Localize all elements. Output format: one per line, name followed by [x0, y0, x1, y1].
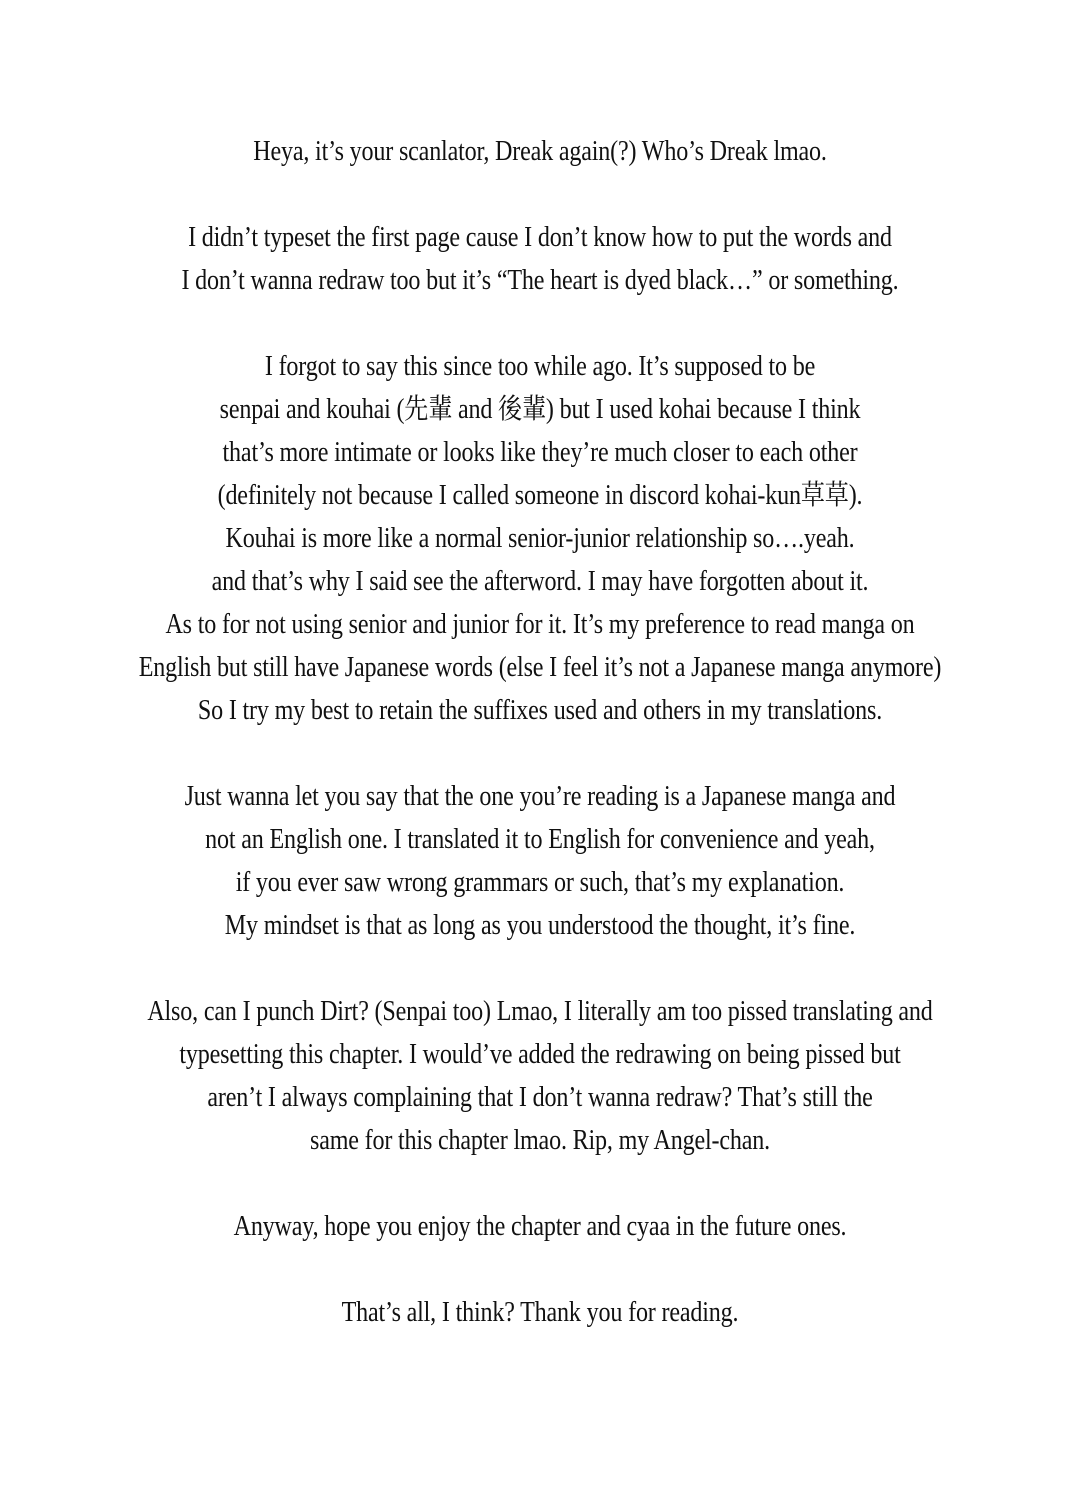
text-line: typesetting this chapter. I would’ve added the redrawing on being pissed but — [179, 1039, 901, 1070]
text-line: Kouhai is more like a normal senior-junior relationship so….yeah. — [225, 523, 855, 554]
paragraph-translation-note — [0, 775, 1080, 947]
text-line: (definitely not because I called someone in discord kohai-kun草草). — [217, 480, 863, 511]
text-line: English but still have Japanese words (else I feel it’s not a Japanese manga anymore) — [138, 652, 942, 683]
text-line: That’s all, I think? Thank you for reading. — [341, 1297, 739, 1328]
afterword-text — [0, 130, 1080, 1377]
paragraph-chapter-complaint — [0, 990, 1080, 1162]
text-line: not an English one. I translated it to English for convenience and yeah, — [205, 824, 875, 855]
text-line: As to for not using senior and junior for it. It’s my preference to read manga on — [165, 609, 915, 640]
paragraph-greeting — [0, 130, 1080, 173]
text-line: Heya, it’s your scanlator, Dreak again(?) Who’s Dreak lmao. — [253, 136, 827, 167]
text-line: I forgot to say this since too while ago. It’s supposed to be — [264, 351, 816, 382]
paragraph-enjoy — [0, 1205, 1080, 1248]
text-line: Anyway, hope you enjoy the chapter and cyaa in the future ones. — [233, 1211, 847, 1242]
text-line: same for this chapter lmao. Rip, my Angel-chan. — [309, 1125, 771, 1156]
text-line: Just wanna let you say that the one you’re reading is a Japanese manga and — [184, 781, 896, 812]
text-line: So I try my best to retain the suffixes used and others in my translations. — [197, 695, 883, 726]
text-line: My mindset is that as long as you understood the thought, it’s fine. — [224, 910, 856, 941]
text-line: I don’t wanna redraw too but it’s “The heart is dyed black…” or something. — [181, 265, 899, 296]
text-line: Also, can I punch Dirt? (Senpai too) Lmao, I literally am too pissed translating and — [147, 996, 933, 1027]
text-line: aren’t I always complaining that I don’t wanna redraw? That’s still the — [207, 1082, 873, 1113]
text-line: senpai and kouhai (先輩 and 後輩) but I used kohai because I think — [219, 394, 861, 425]
paragraph-senpai-kouhai — [0, 345, 1080, 732]
text-line: I didn’t typeset the first page cause I don’t know how to put the words and — [188, 222, 892, 253]
paragraph-closing — [0, 1291, 1080, 1334]
paragraph-first-page — [0, 216, 1080, 302]
text-line: and that’s why I said see the afterword. I may have forgotten about it. — [211, 566, 869, 597]
text-line: if you ever saw wrong grammars or such, that’s my explanation. — [235, 867, 845, 898]
text-line: that’s more intimate or looks like they’re much closer to each other — [222, 437, 858, 468]
